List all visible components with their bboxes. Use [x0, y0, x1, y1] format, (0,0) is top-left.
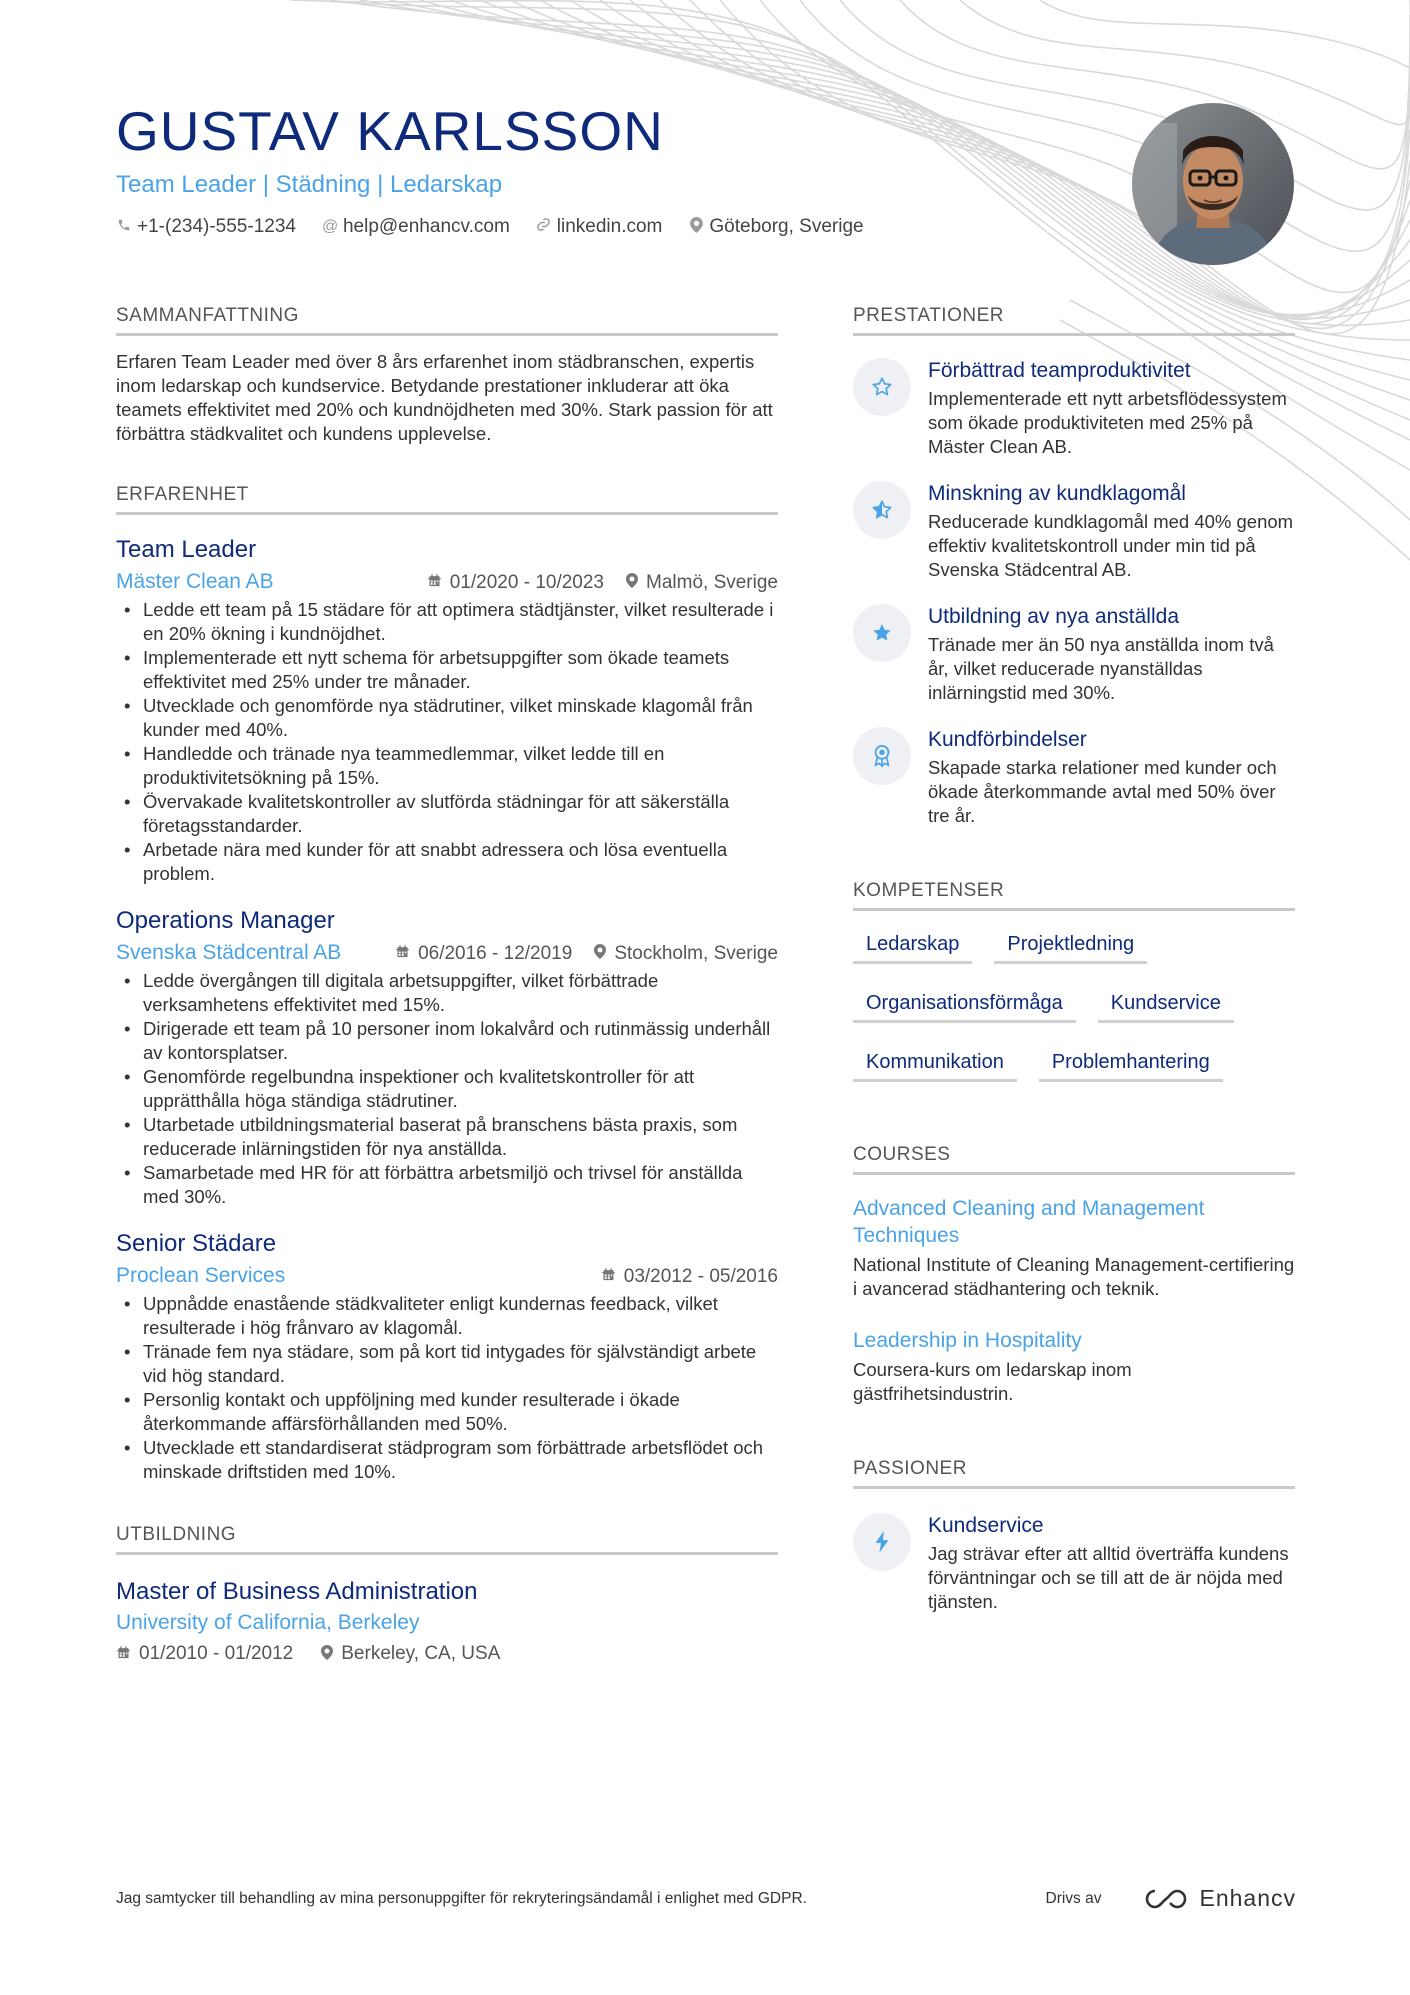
course-title: Leadership in Hospitality	[853, 1329, 1082, 1352]
job-bullet: • Genomförde regelbundna inspektioner och kvalitetskontroller för att upprätthålla höga ständiga städrutiner.	[116, 1065, 778, 1113]
summary-heading: SAMMANFATTNING	[116, 305, 778, 336]
achievement-item	[853, 727, 1295, 828]
job-bullets	[116, 1292, 778, 1484]
summary-section	[116, 305, 778, 446]
footer	[116, 1885, 1296, 1912]
job-meta	[116, 1264, 778, 1288]
job-meta	[116, 941, 778, 965]
achievement-desc: Implementerade ett nytt arbetsflödessystem som ökade produktiviteten med 25% på Mäster Clean AB.	[928, 388, 1287, 457]
job-company: Svenska Städcentral AB	[116, 941, 342, 964]
experience-section	[116, 484, 778, 1484]
job-dates-text: 01/2020 - 10/2023	[449, 571, 604, 593]
calendar-icon	[116, 1645, 131, 1664]
brand-name: Enhancv	[1199, 1885, 1296, 1911]
left-column	[116, 305, 778, 1665]
at-icon: @	[321, 218, 339, 235]
passion-item	[853, 1513, 1295, 1614]
job-entry	[116, 535, 778, 886]
passion-desc: Jag strävar efter att alltid överträffa kundens förväntningar och se till att de är nöjda med tjänsten.	[928, 1543, 1289, 1612]
achievement-desc: Reducerade kundklagomål med 40% genom effektiv kvalitetskontroll under min tid på Svenska Städcentral AB.	[928, 511, 1294, 580]
contact-email[interactable]	[322, 216, 510, 238]
map-pin-icon	[688, 217, 704, 238]
location-text: Göteborg, Sverige	[709, 216, 864, 237]
experience-heading: ERFARENHET	[116, 484, 778, 515]
job-entry	[116, 1229, 778, 1484]
job-bullet: • Arbetade nära med kunder för att snabbt adressera och lösa eventuella problem.	[116, 838, 778, 886]
job-entry	[116, 906, 778, 1209]
passions-heading: PASSIONER	[853, 1458, 1295, 1489]
job-dates	[427, 572, 604, 594]
job-meta	[116, 570, 778, 594]
calendar-icon	[395, 944, 410, 963]
education-location-text: Berkeley, CA, USA	[341, 1643, 501, 1664]
job-bullet: • Övervakade kvalitetskontroller av slutförda städningar för att säkerställa företagsstandarder.	[116, 790, 778, 838]
achievements-section	[853, 305, 1295, 828]
calendar-icon	[427, 573, 442, 592]
enhancv-logo[interactable]	[1143, 1885, 1296, 1912]
linkedin-text: linkedin.com	[556, 216, 663, 237]
job-dates	[395, 943, 572, 965]
job-company: Proclean Services	[116, 1264, 286, 1287]
job-bullet: • Personlig kontakt och uppföljning med kunder resulterade i ökade återkommande affärsförhållanden med 50%.	[116, 1388, 778, 1436]
right-column	[853, 305, 1295, 1614]
achievement-title: Kundförbindelser	[928, 728, 1087, 751]
job-bullet: • Ledde övergången till digitala arbetsuppgifter, vilket förbättrade verksamhetens effektivitet med 15%.	[116, 969, 778, 1017]
job-location	[626, 572, 778, 594]
contact-linkedin[interactable]	[536, 216, 663, 238]
achievement-item	[853, 481, 1295, 582]
skill-tag: Projektledning	[994, 929, 1147, 964]
map-pin-icon	[594, 944, 606, 963]
achievement-desc: Skapade starka relationer med kunder och ökade återkommande avtal med 50% över tre år.	[928, 757, 1277, 826]
job-bullet: • Dirigerade ett team på 10 personer inom lokalvård och rutinmässig underhåll av kontorsplatser.	[116, 1017, 778, 1065]
skill-tag: Kommunikation	[853, 1047, 1017, 1082]
job-bullet: • Tränade fem nya städare, som på kort tid intygades för självständigt arbete vid hög standard.	[116, 1340, 778, 1388]
star-outline-icon	[853, 358, 911, 416]
skills-heading: KOMPETENSER	[853, 880, 1295, 911]
achievement-title: Minskning av kundklagomål	[928, 482, 1186, 505]
job-dates	[601, 1266, 778, 1288]
award-ribbon-icon	[853, 727, 911, 785]
job-location-text: Stockholm, Sverige	[614, 942, 778, 964]
job-title: Operations Manager	[116, 907, 335, 934]
education-section	[116, 1524, 778, 1665]
job-title: Senior Städare	[116, 1230, 277, 1257]
job-bullet: • Uppnådde enastående städkvaliteter enligt kundernas feedback, vilket resulterade i hög frånvaro av klagomål.	[116, 1292, 778, 1340]
education-dates	[116, 1643, 293, 1665]
profile-photo	[1132, 103, 1294, 265]
passions-section	[853, 1458, 1295, 1614]
achievement-title: Utbildning av nya anställda	[928, 605, 1179, 628]
achievement-item	[853, 358, 1295, 459]
infinity-logo-icon	[1143, 1887, 1189, 1911]
map-pin-icon	[626, 573, 638, 592]
skill-tag: Kundservice	[1098, 988, 1234, 1023]
job-bullet: • Samarbetade med HR för att förbättra arbetsmiljö och trivsel för anställda med 30%.	[116, 1161, 778, 1209]
courses-section	[853, 1144, 1295, 1406]
skill-tag: Organisationsförmåga	[853, 988, 1076, 1023]
course-desc: National Institute of Cleaning Management-certifiering i avancerad städhantering och teknik.	[853, 1254, 1295, 1299]
skills-section	[853, 880, 1295, 1106]
contact-phone[interactable]	[116, 216, 296, 238]
skill-tag: Ledarskap	[853, 929, 972, 964]
skills-list	[853, 929, 1295, 1106]
star-filled-icon	[853, 604, 911, 662]
education-heading: UTBILDNING	[116, 1524, 778, 1555]
education-school: University of California, Berkeley	[116, 1611, 420, 1634]
phone-text: +1-(234)-555-1234	[137, 216, 296, 237]
job-location-text: Malmö, Sverige	[646, 571, 778, 593]
job-company: Mäster Clean AB	[116, 570, 274, 593]
passion-title: Kundservice	[928, 1514, 1044, 1537]
skill-tag: Problemhantering	[1039, 1047, 1223, 1082]
candidate-title: Team Leader | Städning | Ledarskap	[116, 171, 503, 198]
candidate-name: GUSTAV KARLSSON	[116, 100, 664, 162]
job-bullets	[116, 969, 778, 1209]
job-bullet: • Implementerade ett nytt schema för arbetsuppgifter som ökade teamets effektivitet med 25% under tre månader.	[116, 646, 778, 694]
course-desc: Coursera-kurs om ledarskap inom gästfrihetsindustrin.	[853, 1359, 1132, 1404]
education-dates-text: 01/2010 - 01/2012	[139, 1643, 294, 1664]
link-icon	[536, 217, 552, 237]
job-dates-text: 03/2012 - 05/2016	[623, 1265, 778, 1287]
email-text: help@enhancv.com	[342, 216, 510, 237]
achievement-item	[853, 604, 1295, 705]
job-location	[594, 943, 778, 965]
courses-heading: COURSES	[853, 1144, 1295, 1175]
job-bullets	[116, 598, 778, 886]
job-title: Team Leader	[116, 536, 257, 563]
education-degree: Master of Business Administration	[116, 1578, 478, 1605]
star-half-icon	[853, 481, 911, 539]
achievement-title: Förbättrad teamproduktivitet	[928, 359, 1191, 382]
education-meta	[116, 1643, 778, 1665]
lightning-icon	[853, 1513, 911, 1571]
achievements-heading: PRESTATIONER	[853, 305, 1295, 336]
contact-location	[688, 216, 863, 238]
job-bullet: • Utvecklade och genomförde nya städrutiner, vilket minskade klagomål från kunder med 40%.	[116, 694, 778, 742]
calendar-icon	[601, 1267, 616, 1286]
job-dates-text: 06/2016 - 12/2019	[418, 942, 573, 964]
contact-row	[116, 216, 1016, 238]
job-bullet: • Handledde och tränade nya teammedlemmar, vilket ledde till en produktivitetsökning på 15%.	[116, 742, 778, 790]
job-bullet: • Utarbetade utbildningsmaterial baserat på branschens bästa praxis, som reducerade inlärningstiden för nya anställda.	[116, 1113, 778, 1161]
map-pin-icon	[321, 1645, 333, 1664]
powered-by-label: Drivs av	[1045, 1889, 1102, 1907]
summary-text: Erfaren Team Leader med över 8 års erfarenhet inom städbranschen, expertis inom ledarskap och kundservice. Betydande prestationer inkluderar att öka teamets effektivitet med 20% och kundnöjdheten med 30%. Stark passion för att förbättra städkvalitet och kundens upplevelse.	[116, 351, 773, 444]
job-bullet: • Ledde ett team på 15 städare för att optimera städtjänster, vilket resulterade i en 20% ökning i kundnöjdhet.	[116, 598, 778, 646]
phone-icon	[116, 218, 132, 237]
education-location	[321, 1643, 500, 1665]
course-title: Advanced Cleaning and Management Techniques	[853, 1197, 1205, 1247]
gdpr-consent: Jag samtycker till behandling av mina personuppgifter för rekryteringsändamål i enlighet med GDPR.	[116, 1889, 807, 1907]
resume-header	[116, 100, 1016, 238]
job-bullet: • Utvecklade ett standardiserat städprogram som förbättrade arbetsflödet och minskade driftstiden med 10%.	[116, 1436, 778, 1484]
achievement-desc: Tränade mer än 50 nya anställda inom två år, vilket reducerade nyanställdas inlärningstid med 30%.	[928, 634, 1274, 703]
